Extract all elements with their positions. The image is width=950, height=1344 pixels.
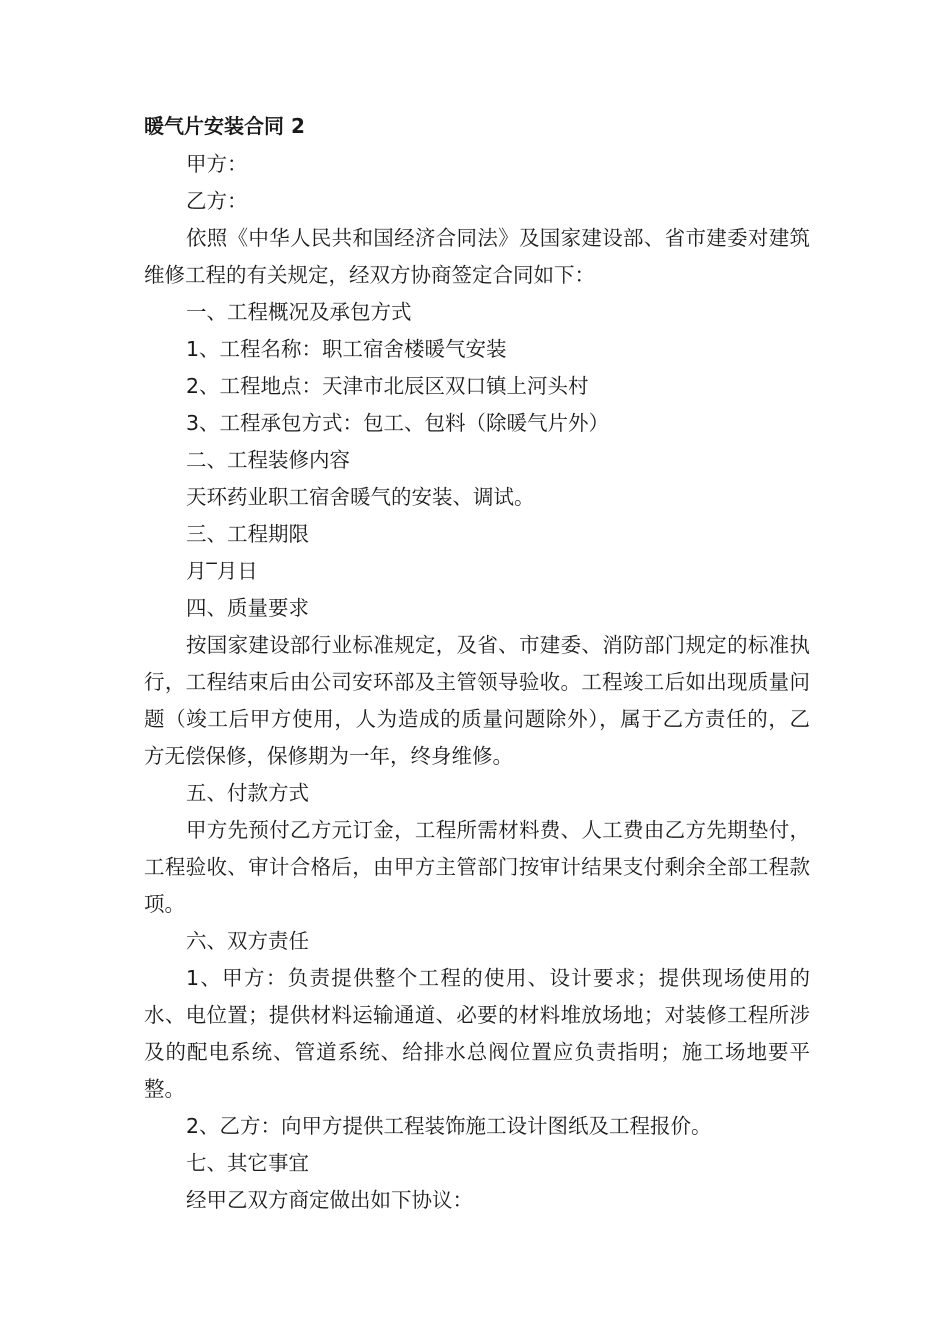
section-heading-3: 三、工程期限 <box>186 522 309 546</box>
project-location-line: 2、工程地点：天津市北辰区双口镇上河头村 <box>186 374 589 398</box>
payment-terms-paragraph: 甲方先预付乙方元订金，工程所需材料费、人工费由乙方先期垫付，工程验收、审计合格后，由甲方主管部门按审计结果支付剩余全部工程款项。 <box>144 818 810 916</box>
contract-method-line: 3、工程承包方式：包工、包料（除暖气片外） <box>186 411 610 435</box>
section-heading-1: 一、工程概况及承包方式 <box>186 300 412 324</box>
agreement-intro-line: 经甲乙双方商定做出如下协议： <box>186 1188 473 1212</box>
party-b-line: 乙方： <box>186 189 248 213</box>
section-heading-2: 二、工程装修内容 <box>186 448 350 472</box>
section-heading-5: 五、付款方式 <box>186 781 309 805</box>
section-heading-4: 四、质量要求 <box>186 596 309 620</box>
party-b-duties-paragraph: 2、乙方：向甲方提供工程装饰施工设计图纸及工程报价。 <box>186 1114 712 1138</box>
preamble-paragraph: 依照《中华人民共和国经济合同法》及国家建设部、省市建委对建筑维修工程的有关规定，经双方协商签定合同如下： <box>144 226 810 287</box>
section-heading-6: 六、双方责任 <box>186 929 309 953</box>
project-name-line: 1、工程名称：职工宿舍楼暖气安装 <box>186 337 507 361</box>
document-page <box>144 111 810 1219</box>
party-a-duties-paragraph: 1、甲方：负责提供整个工程的使用、设计要求；提供现场使用的水、电位置；提供材料运输通道、必要的材料堆放场地；对装修工程所涉及的配电系统、管道系统、给排水总阀位置应负责指明；施工场地要平整。 <box>144 966 810 1101</box>
party-a-line: 甲方： <box>186 152 248 176</box>
document-title: 暖气片安装合同 2 <box>144 114 305 138</box>
quality-requirements-paragraph: 按国家建设部行业标准规定，及省、市建委、消防部门规定的标准执行，工程结束后由公司安环部及主管领导验收。工程竣工后如出现质量问题（竣工后甲方使用，人为造成的质量问题除外），属于乙方责任的，乙方无偿保修，保修期为一年，终身维修。 <box>144 633 810 768</box>
section-heading-7: 七、其它事宜 <box>186 1151 309 1175</box>
work-content-paragraph: 天环药业职工宿舍暖气的安装、调试。 <box>186 485 535 509</box>
work-period-line: 月‾月日 <box>186 559 258 583</box>
